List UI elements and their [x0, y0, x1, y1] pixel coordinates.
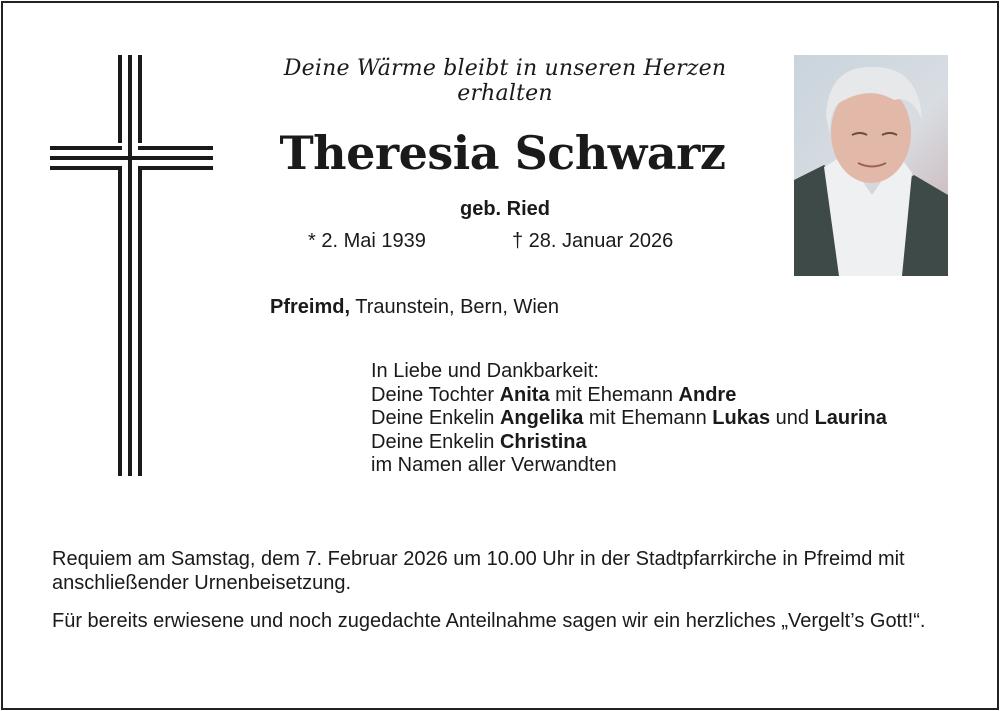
family-closing: im Namen aller Verwandten — [371, 454, 617, 476]
maiden-name: geb. Ried — [459, 198, 550, 220]
deceased-name: Theresia Schwarz — [279, 126, 726, 180]
thanks-text: Für bereits erwiesene und noch zugedachte Anteilnahme sagen wir ein herzliches „Vergelt’s Gott!“. — [52, 610, 926, 632]
family-line: Deine Enkelin Christina — [371, 430, 587, 453]
portrait-photo — [794, 55, 948, 276]
main-place: Pfreimd, — [270, 296, 351, 318]
motto: Deine Wärme bleibt in unseren Herzen erhalten — [283, 56, 727, 106]
family-list — [371, 360, 887, 478]
family-line: Deine Tochter Anita mit Ehemann Andre — [371, 383, 737, 406]
other-places: Traunstein, Bern, Wien — [350, 296, 560, 318]
birth-date: * 2. Mai 1939 — [308, 230, 426, 252]
family-intro: In Liebe und Dankbarkeit: — [371, 360, 599, 382]
service-info: Requiem am Samstag, dem 7. Februar 2026 um 10.00 Uhr in der Stadtpfarrkirche in Pfreimd mit anschließender Urnenbeisetzung. — [52, 548, 905, 594]
places — [270, 296, 559, 319]
death-date: † 28. Januar 2026 — [512, 230, 674, 252]
family-line: Deine Enkelin Angelika mit Ehemann Lukas und Laurina — [371, 407, 887, 429]
